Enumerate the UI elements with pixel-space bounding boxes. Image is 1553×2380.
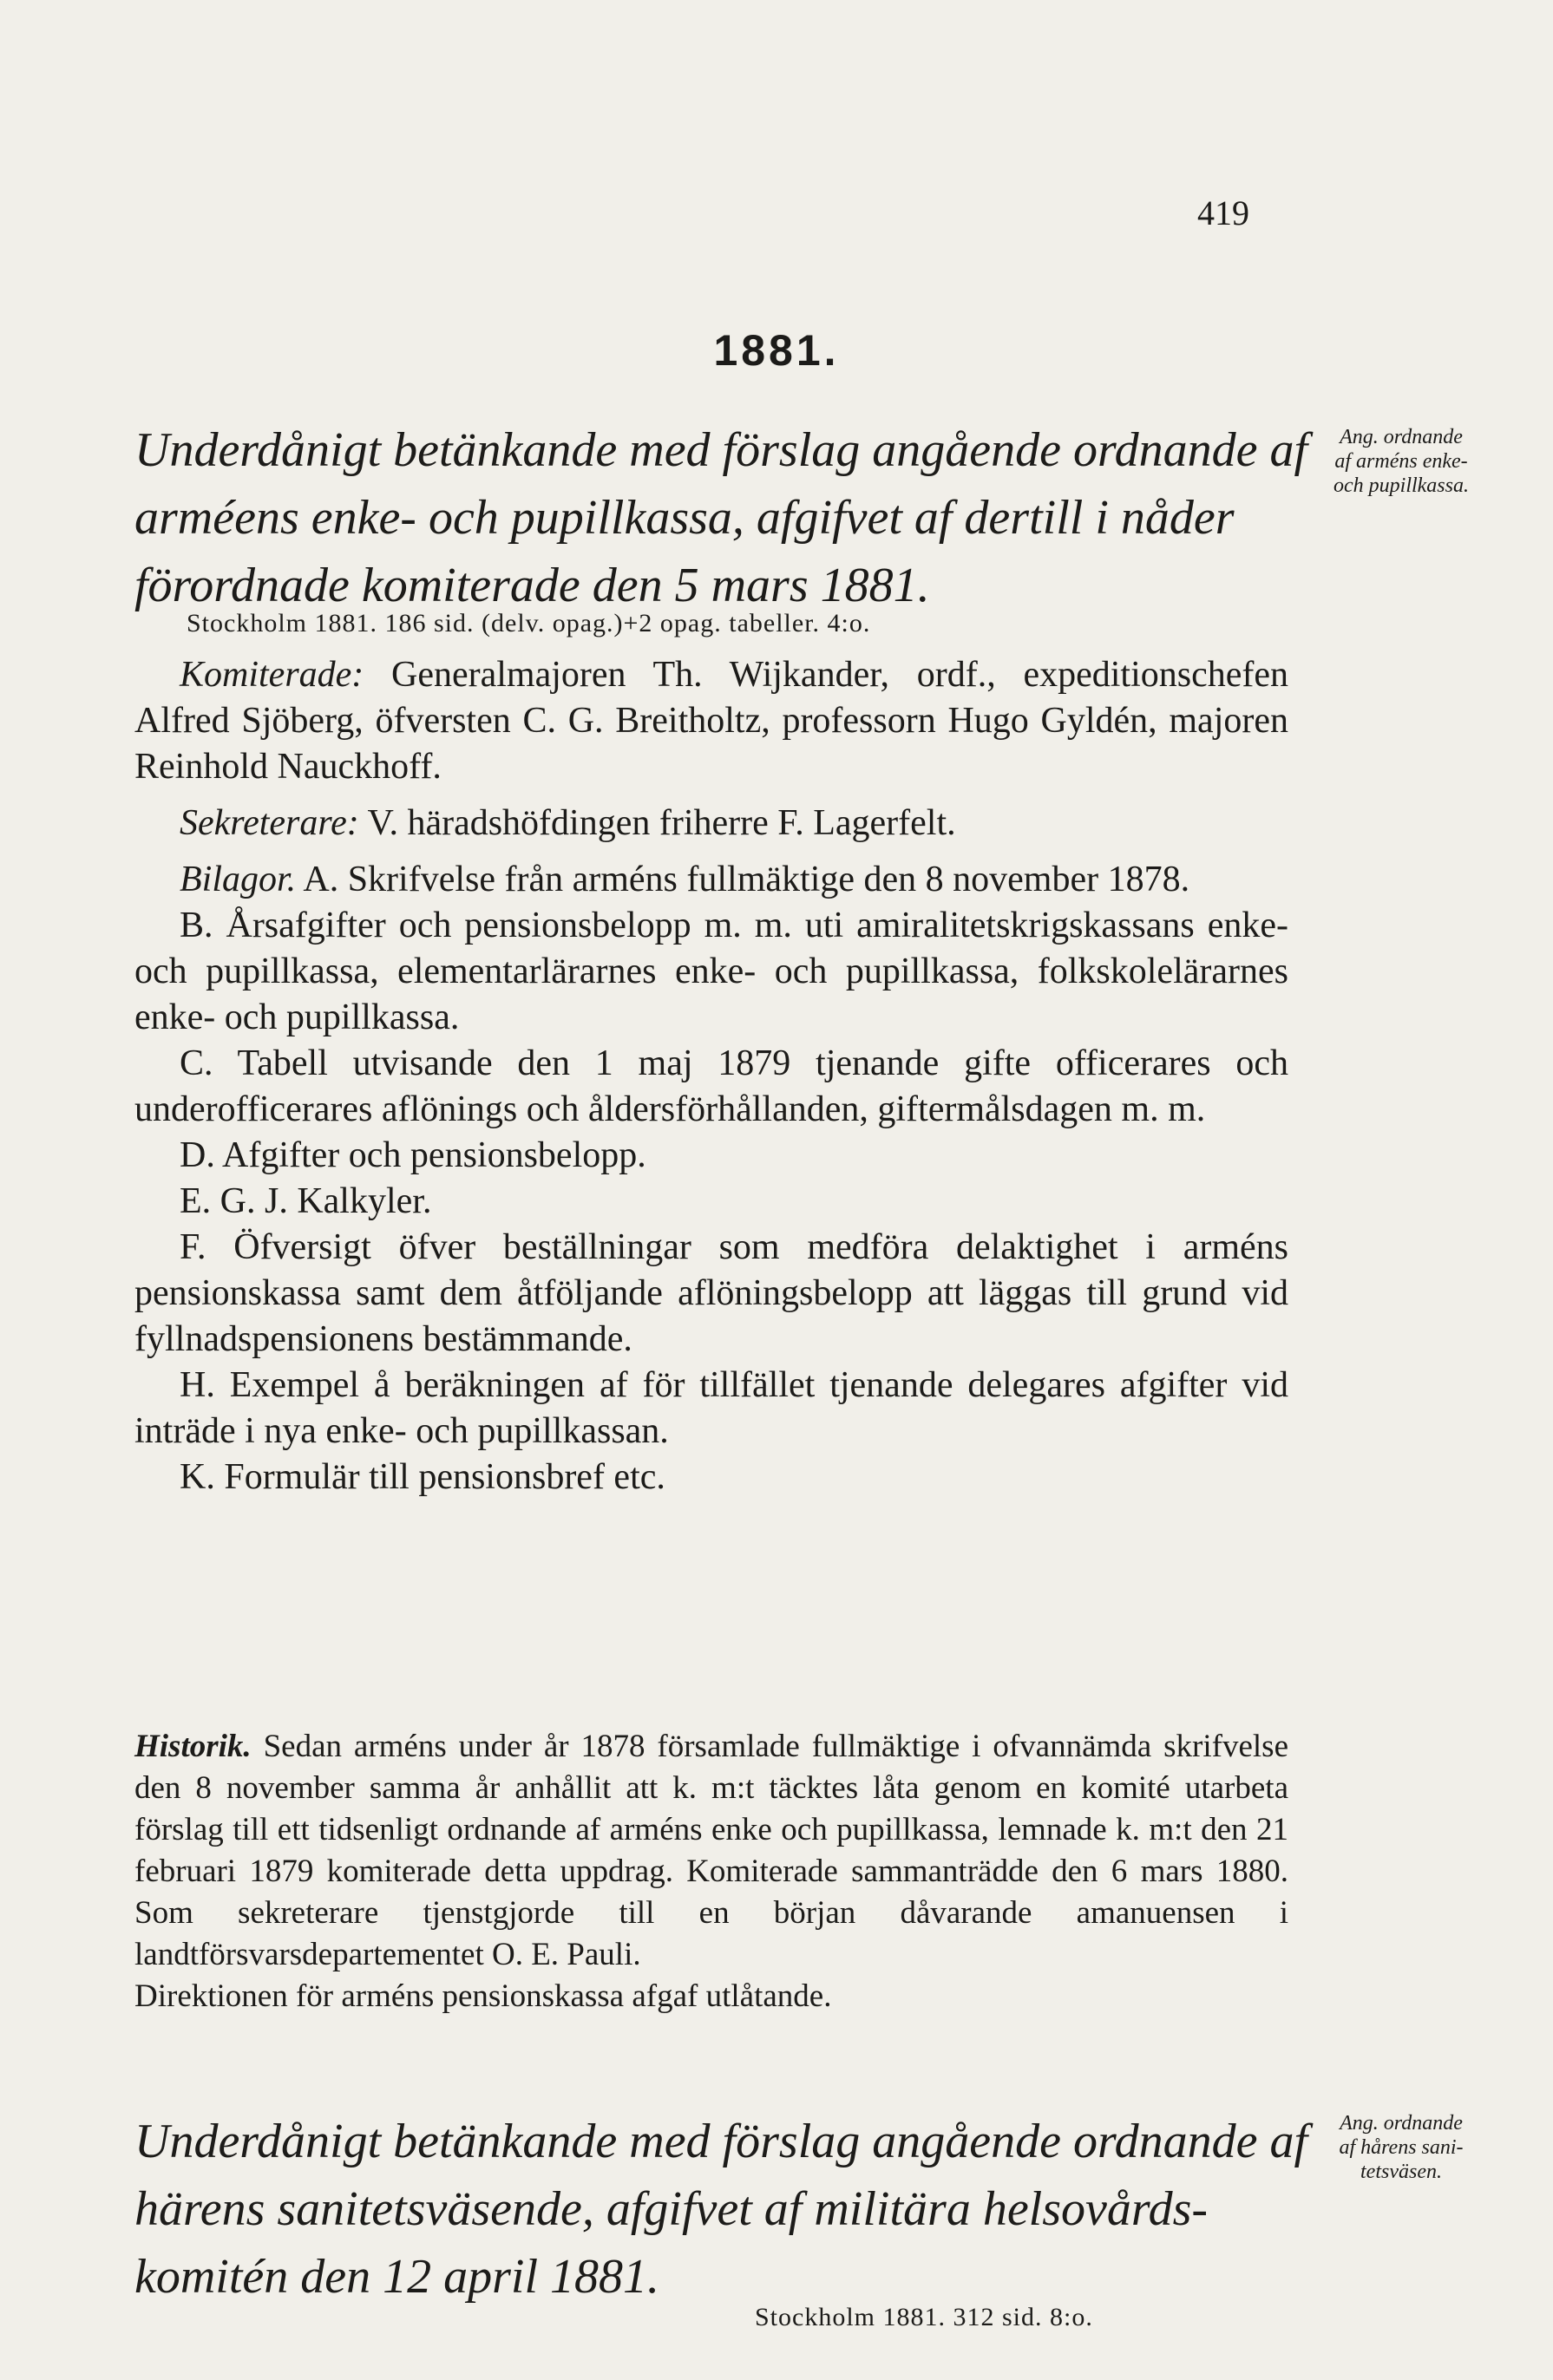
bilaga-k: K. Formulär till pensionsbref etc.: [180, 1457, 665, 1497]
historik-paragraph: [134, 1726, 1288, 1976]
year-heading: 1881.: [713, 326, 840, 375]
page-number: 419: [1197, 193, 1249, 232]
entry-2-title-line: komitén den 12 april 1881.: [134, 2250, 660, 2304]
margin-note-line: af hårens sani-: [1339, 2136, 1464, 2159]
sekreterare-label: Sekreterare:: [180, 803, 359, 843]
entry-1-title-line: arméens enke- och pupillkassa, afgifvet af dertill i nåder: [134, 491, 1235, 545]
komiterade-paragraph: [134, 652, 1288, 790]
sekreterare-paragraph: [134, 801, 1288, 847]
entry-2-title-line: Underdånigt betänkande med förslag angående ordnande af: [134, 2115, 1308, 2168]
bilaga-a: [134, 857, 1288, 903]
margin-note-line: af arméns enke-: [1334, 450, 1468, 473]
entry-2-title: [134, 2108, 1308, 2311]
bilaga-egj: E. G. J. Kalkyler.: [180, 1181, 432, 1221]
historik-text: Sedan arméns under år 1878 församlade fullmäktige i ofvannämda skrifvelse den 8 november samma år anhållit att k. m:t täcktes låta genom en komité utarbeta förslag till ett tidsenligt ordnande af arméns enke och pupillkassa, lemnade k. m:t den 21 februari 1879 komiterade detta uppdrag. Komiterade sammanträdde den 6 mars 1880. Som sekreterare tjenstgjorde till en början dåvarande amanuensen i landtförsvarsdepartementet O. E. Pauli.: [134, 1729, 1288, 1972]
bilaga-c: C. Tabell utvisande den 1 maj 1879 tjenande gifte officerares och underofficerares aflönings och åldersförhållanden, giftermålsdagen m. m.: [134, 1043, 1288, 1129]
margin-note-line: tetsväsen.: [1360, 2161, 1442, 2183]
margin-note-line: Ang. ordnande: [1340, 426, 1463, 448]
entry-2-margin-note: [1297, 2111, 1505, 2184]
entry-1-title: [134, 416, 1308, 619]
bilaga-f: F. Öfversigt öfver beställningar som medföra delaktighet i arméns pensionskassa samt dem åtföljande aflöningsbelopp att läggas till grund vid fyllnadspensionens bestämmande.: [134, 1227, 1288, 1359]
bilaga-d: D. Afgifter och pensionsbelopp.: [180, 1135, 646, 1175]
historik-label: Historik.: [134, 1729, 252, 1764]
bilagor-label: Bilagor.: [180, 860, 297, 899]
komiterade-label: Komiterade:: [180, 655, 364, 695]
entry-2-publication: Stockholm 1881. 312 sid. 8:o.: [755, 2303, 1093, 2331]
bilaga-b: B. Årsafgifter och pensionsbelopp m. m. uti amiralitetskrigskassans enke- och pupillkassa, elementarlärarnes enke- och pupillkassa, folkskolelärarnes enke- och pupillkassa.: [134, 906, 1288, 1037]
entry-1-history: [134, 1726, 1288, 2017]
entry-1-body: [134, 652, 1288, 1501]
entry-1-title-line: Underdånigt betänkande med förslag angående ordnande af: [134, 423, 1308, 477]
bilaga-h: H. Exempel å beräkningen af för tillfället tjenande delegares afgifter vid inträde i nya enke- och pupillkassan.: [134, 1365, 1288, 1451]
direktionen-paragraph: Direktionen för arméns pensionskassa afgaf utlåtande.: [134, 1978, 832, 2014]
entry-1-publication: Stockholm 1881. 186 sid. (delv. opag.)+2 opag. tabeller. 4:o.: [187, 609, 871, 638]
entry-2-title-line: härens sanitetsväsende, afgifvet af militära helsovårds-: [134, 2182, 1209, 2236]
entry-1-margin-note: [1297, 425, 1505, 498]
entry-1-title-line: förordnade komiterade den 5 mars 1881.: [134, 559, 930, 612]
bilaga-text: A. Skrifvelse från arméns fullmäktige den 8 november 1878.: [296, 860, 1190, 899]
sekreterare-text: V. häradshöfdingen friherre F. Lagerfelt.: [358, 803, 956, 843]
margin-note-line: Ang. ordnande: [1340, 2112, 1463, 2135]
margin-note-line: och pupillkassa.: [1333, 474, 1469, 497]
komiterade-text: Generalmajoren Th. Wijkander, ordf., expeditionschefen Alfred Sjöberg, öfversten C. G. Breitholtz, professorn Hugo Gyldén, majoren Reinhold Nauckhoff.: [134, 655, 1288, 787]
